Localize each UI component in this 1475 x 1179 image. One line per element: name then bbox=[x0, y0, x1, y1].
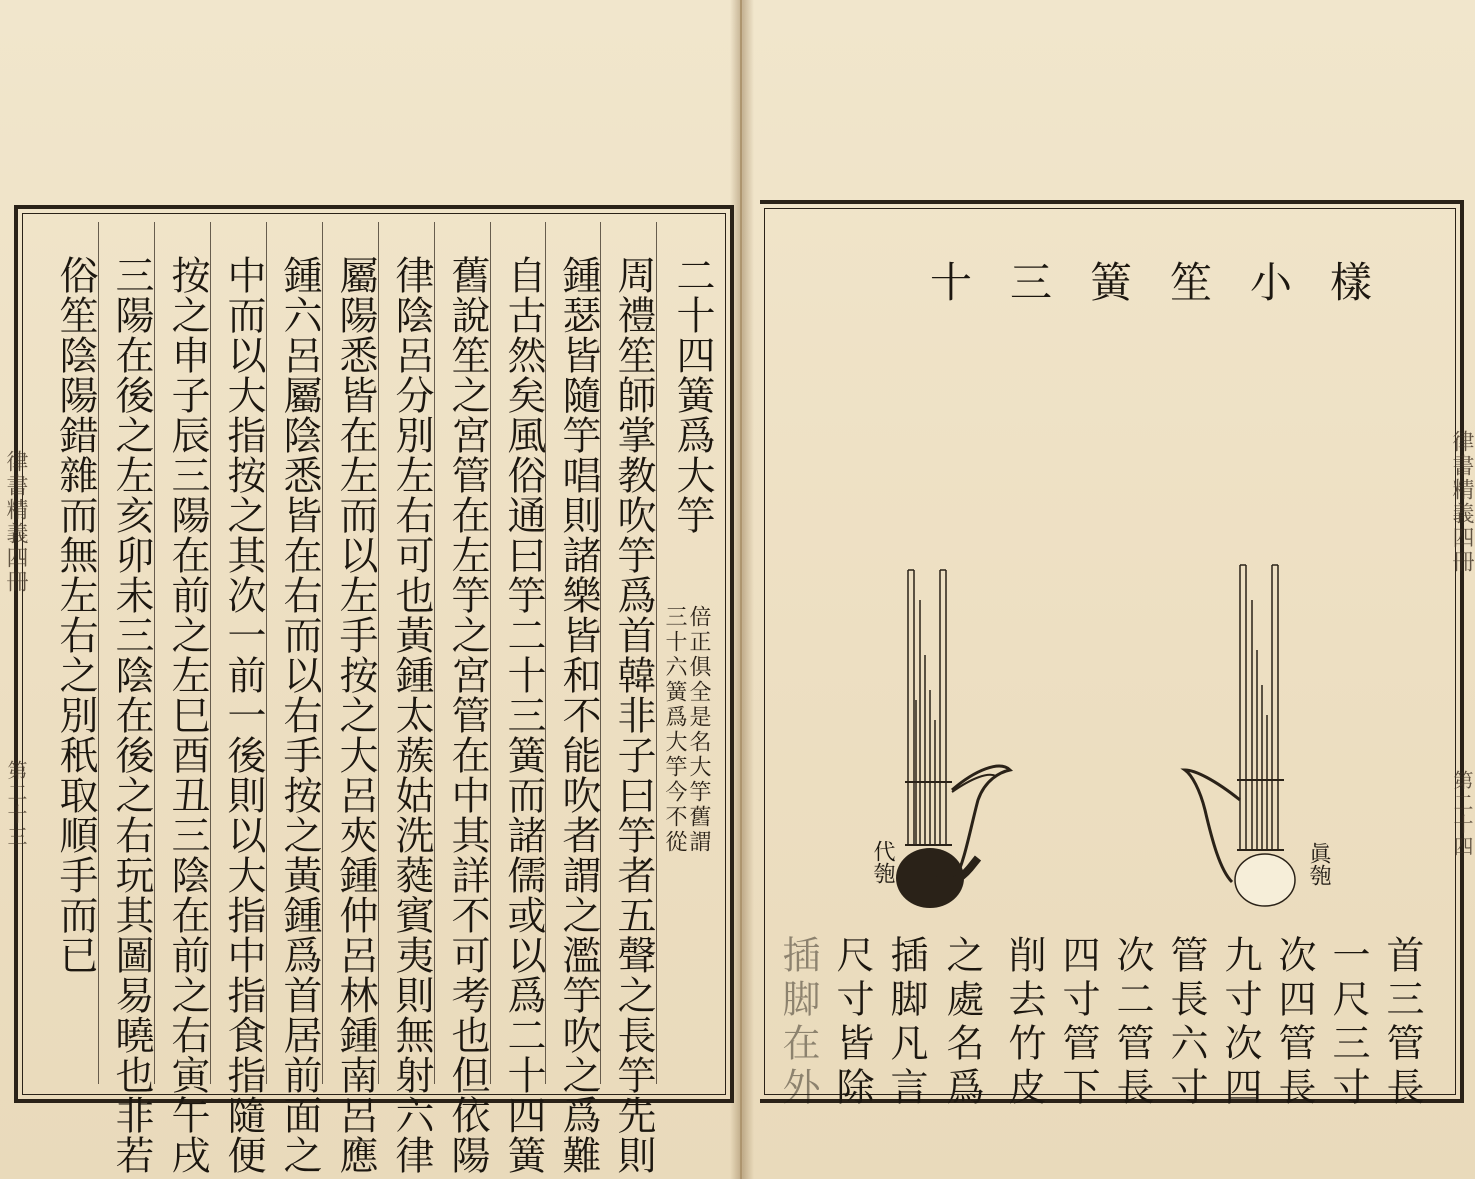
note-column-12: 插脚在外 bbox=[776, 935, 820, 1111]
note-column-9: 之處名爲 bbox=[940, 935, 984, 1111]
text-column-12: 俗笙陰陽錯雜而無左右之別秖取順手而已 bbox=[53, 255, 98, 975]
text-column-3: 鍾瑟皆隨竽唱則諸樂皆和不能吹者謂之濫竽吹之爲難 bbox=[556, 255, 601, 1175]
text-column-6: 律陰呂分別左右可也黃鍾太蔟姑洗蕤賓夷則無射六律 bbox=[389, 255, 434, 1175]
text-column-9: 中而以大指按之其次一前一後則以大指中指食指隨便 bbox=[221, 255, 266, 1175]
text-column-7: 屬陽悉皆在左而以左手按之大呂夾鍾仲呂林鍾南呂應 bbox=[333, 255, 378, 1175]
left-instrument-label: 代匏 bbox=[870, 840, 895, 884]
right-instrument-label: 眞匏 bbox=[1306, 842, 1331, 886]
note-column-10: 插脚凡言 bbox=[884, 935, 928, 1111]
annotation-line-1: 倍正俱全是名大竽舊謂 bbox=[686, 605, 711, 855]
right-margin-page: 第二十四 bbox=[1450, 770, 1474, 858]
text-column-11: 三陽在後之左亥卯未三陰在後之右玩其圖易曉也非若 bbox=[109, 255, 154, 1175]
note-column-2: 一尺三寸 bbox=[1326, 935, 1370, 1111]
right-margin-title: 律書精義四冊 bbox=[1449, 430, 1474, 574]
left-margin-title: 律書精義四冊 bbox=[3, 450, 28, 594]
text-column-8: 鍾六呂屬陰悉皆在右而以右手按之黃鍾爲首居前面之 bbox=[277, 255, 322, 1175]
note-column-11: 尺寸皆除 bbox=[830, 935, 874, 1111]
note-column-5: 管長六寸 bbox=[1164, 935, 1208, 1111]
note-column-7: 四寸管下 bbox=[1056, 935, 1100, 1111]
text-column-5: 舊說笙之宮管在左竽之宮管在中其詳不可考也但依陽 bbox=[445, 255, 490, 1175]
annotation-line-2: 三十六簧爲大竽今不從 bbox=[662, 605, 687, 855]
note-column-1: 首三管長 bbox=[1380, 935, 1424, 1111]
left-margin-page: 第二十三 bbox=[4, 760, 28, 848]
diagram-title: 十三簧笙小樣 bbox=[930, 258, 1411, 307]
note-column-3: 次四管長 bbox=[1272, 935, 1316, 1111]
text-column-1: 二十四簧爲大竽 bbox=[670, 255, 715, 535]
text-column-2: 周禮笙師掌教吹竽爲首韓非子曰竽者五聲之長竽先則 bbox=[611, 255, 656, 1175]
text-column-4: 自古然矣風俗通曰竽二十三簧而諸儒或以爲二十四簧 bbox=[501, 255, 546, 1175]
note-column-8: 削去竹皮 bbox=[1002, 935, 1046, 1111]
note-column-4: 九寸次四 bbox=[1218, 935, 1262, 1111]
note-column-6: 次二管長 bbox=[1110, 935, 1154, 1111]
text-column-10: 按之申子辰三陽在前之左巳酉丑三陰在前之右寅午戌 bbox=[165, 255, 210, 1175]
